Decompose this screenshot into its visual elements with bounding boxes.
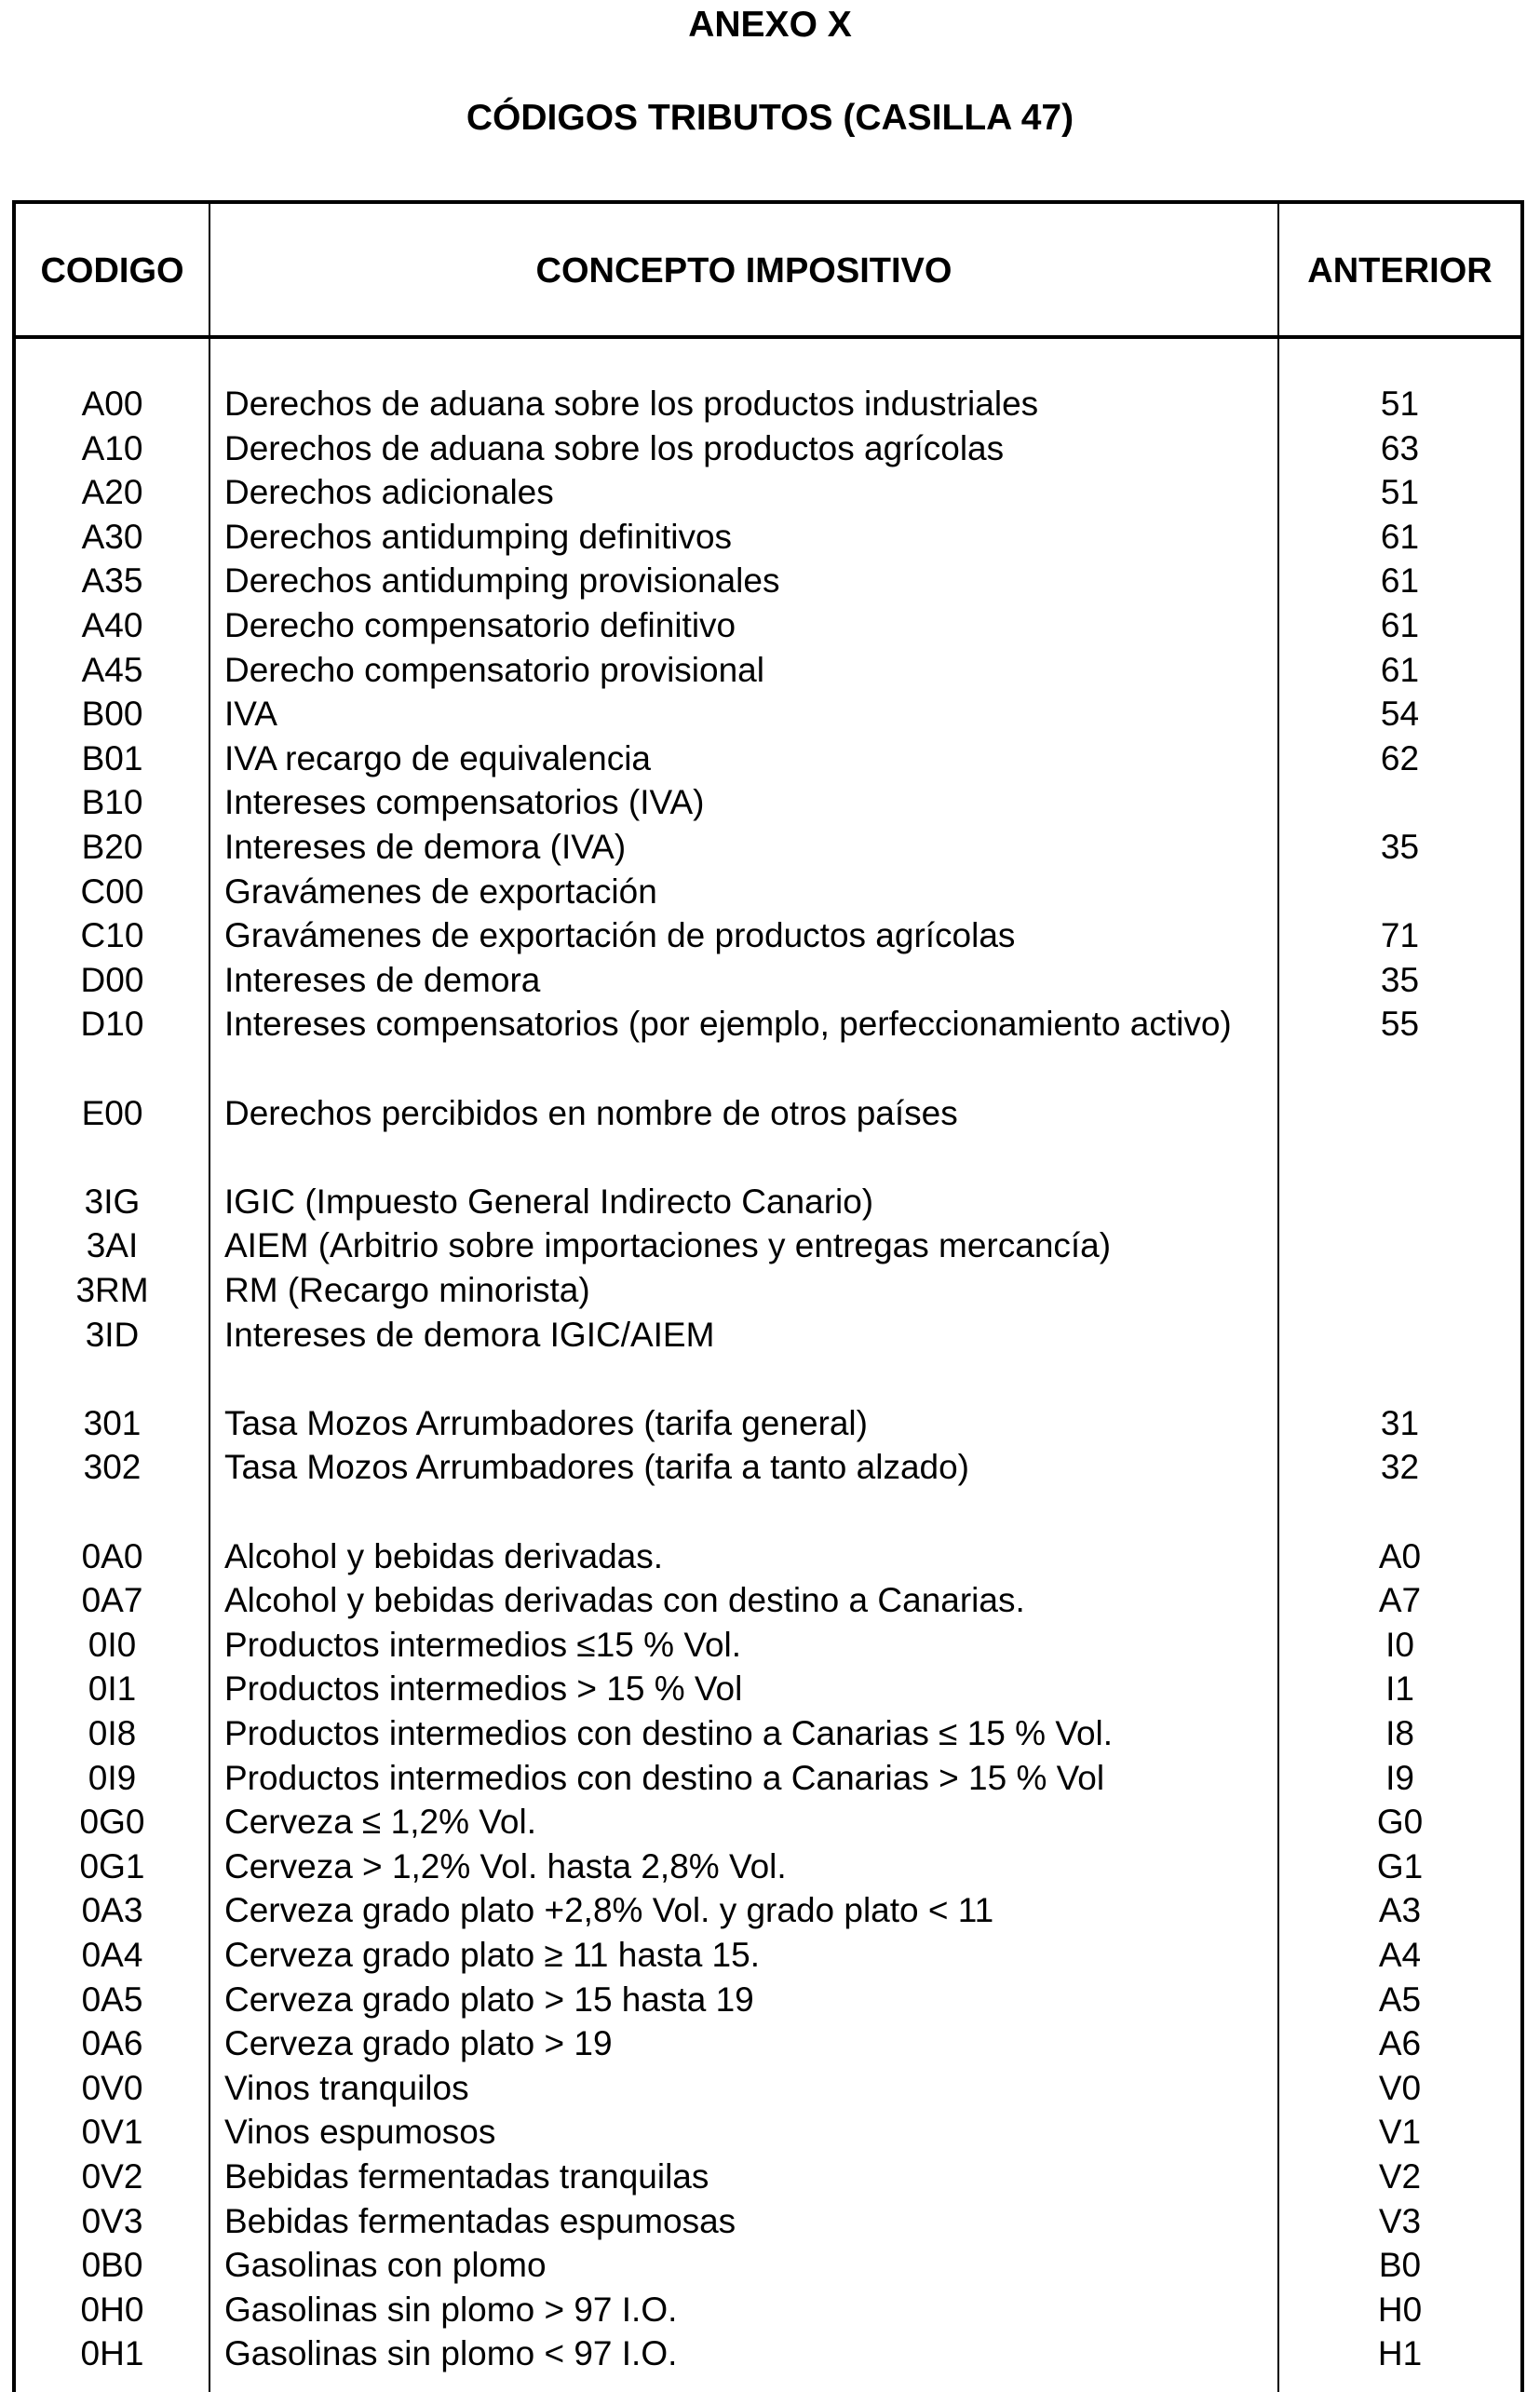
row-code: 0I0 (88, 1625, 137, 1664)
row-previous: 61 (1380, 561, 1420, 601)
row-concept: Bebidas fermentadas tranquilas (224, 2157, 709, 2196)
row-concept: Alcohol y bebidas derivadas con destino a Canarias. (224, 1581, 1025, 1620)
row-concept: Intereses compensatorios (por ejemplo, perfeccionamiento activo) (224, 1005, 1232, 1044)
row-concept: Cerveza grado plato > 19 (224, 2024, 613, 2063)
row-code: C00 (80, 872, 144, 911)
row-concept: Intereses compensatorios (IVA) (224, 783, 705, 822)
row-previous: A5 (1378, 1980, 1422, 2019)
row-concept: Derechos adicionales (224, 473, 554, 512)
row-concept: Cerveza grado plato > 15 hasta 19 (224, 1980, 754, 2019)
row-previous: 32 (1380, 1448, 1420, 1487)
row-previous: V1 (1378, 2113, 1422, 2152)
row-code: C10 (80, 916, 144, 955)
row-code: 0I8 (88, 1714, 137, 1752)
row-concept: Productos intermedios > 15 % Vol (224, 1669, 743, 1709)
header-concept: CONCEPTO IMPOSITIVO (535, 251, 952, 291)
row-code: E00 (81, 1093, 143, 1132)
row-concept: Derechos antidumping provisionales (224, 561, 780, 601)
row-previous: 35 (1380, 828, 1420, 866)
row-previous: G1 (1376, 1846, 1424, 1885)
row-previous: A4 (1378, 1936, 1422, 1974)
row-concept: IVA recargo de equivalencia (224, 738, 652, 777)
row-previous: H0 (1377, 2290, 1423, 2329)
row-previous: 55 (1380, 1005, 1420, 1044)
row-concept: Gravámenes de exportación (224, 872, 657, 911)
row-concept: Intereses de demora IGIC/AIEM (224, 1315, 715, 1354)
row-code: A35 (81, 561, 143, 601)
row-code: B10 (81, 783, 143, 822)
row-previous: 35 (1380, 960, 1420, 999)
row-code: 3ID (85, 1315, 140, 1354)
row-code: 3IG (84, 1182, 141, 1221)
row-code: 0A3 (81, 1891, 143, 1930)
row-concept: Cerveza > 1,2% Vol. hasta 2,8% Vol. (224, 1846, 787, 1885)
row-concept: Intereses de demora (224, 960, 541, 999)
row-previous: B0 (1378, 2246, 1422, 2285)
row-code: 0V0 (81, 2068, 143, 2107)
row-code: 0B0 (81, 2246, 143, 2285)
row-previous: A7 (1378, 1581, 1422, 1620)
row-previous: 63 (1380, 428, 1420, 467)
row-code: 0A0 (81, 1536, 143, 1575)
row-code: A30 (81, 517, 143, 556)
row-previous: 54 (1380, 695, 1420, 734)
row-code: D00 (80, 960, 144, 999)
row-previous: 51 (1380, 385, 1420, 423)
row-concept: Intereses de demora (IVA) (224, 828, 627, 866)
row-concept: Productos intermedios ≤15 % Vol. (224, 1625, 742, 1664)
row-previous: A6 (1378, 2024, 1422, 2063)
row-concept: Bebidas fermentadas espumosas (224, 2201, 736, 2240)
row-previous: V2 (1378, 2157, 1422, 2196)
row-code: 0H1 (80, 2334, 144, 2373)
row-code: 302 (83, 1448, 142, 1487)
row-concept: Gasolinas con plomo (224, 2246, 547, 2285)
row-code: 0V2 (81, 2157, 143, 2196)
row-concept: IVA (224, 695, 277, 734)
row-concept: Cerveza grado plato ≥ 11 hasta 15. (224, 1936, 760, 1974)
row-previous: I8 (1385, 1714, 1414, 1752)
row-concept: Gravámenes de exportación de productos agrícolas (224, 916, 1016, 955)
row-previous: V0 (1378, 2068, 1422, 2107)
row-previous: 31 (1380, 1403, 1420, 1442)
row-previous: I1 (1385, 1669, 1414, 1709)
row-concept: Productos intermedios con destino a Canarias > 15 % Vol (224, 1758, 1105, 1797)
row-previous: 61 (1380, 606, 1420, 644)
row-concept: Productos intermedios con destino a Canarias ≤ 15 % Vol. (224, 1714, 1114, 1752)
row-previous: G0 (1376, 1803, 1424, 1842)
row-code: 0A6 (81, 2024, 143, 2063)
row-concept: Derecho compensatorio provisional (224, 650, 764, 689)
row-concept: IGIC (Impuesto General Indirecto Canario) (224, 1182, 874, 1221)
row-concept: Gasolinas sin plomo > 97 I.O. (224, 2290, 678, 2329)
row-concept: Derecho compensatorio definitivo (224, 606, 736, 644)
row-code: 0G0 (79, 1803, 145, 1842)
row-previous: 71 (1380, 916, 1420, 955)
row-code: 0I1 (88, 1669, 137, 1709)
row-concept: Vinos tranquilos (224, 2068, 469, 2107)
row-code: A40 (81, 606, 143, 644)
row-code: A45 (81, 650, 143, 689)
row-previous: V3 (1378, 2201, 1422, 2240)
row-code: 3RM (75, 1271, 149, 1309)
row-code: 0A7 (81, 1581, 143, 1620)
row-previous: 61 (1380, 517, 1420, 556)
row-code: 0I9 (88, 1758, 137, 1797)
row-concept: Vinos espumosos (224, 2113, 496, 2152)
row-concept: Derechos de aduana sobre los productos industriales (224, 385, 1039, 423)
row-concept: Derechos de aduana sobre los productos agrícolas (224, 428, 1005, 467)
row-previous: 61 (1380, 650, 1420, 689)
row-previous: A3 (1378, 1891, 1422, 1930)
row-code: B00 (81, 695, 143, 734)
row-code: 0G1 (79, 1846, 145, 1885)
row-concept: Tasa Mozos Arrumbadores (tarifa general) (224, 1403, 868, 1442)
row-concept: Derechos percibidos en nombre de otros países (224, 1093, 958, 1132)
row-previous: 62 (1380, 738, 1420, 777)
row-code: A10 (81, 428, 143, 467)
page-subtitle: CÓDIGOS TRIBUTOS (CASILLA 47) (466, 98, 1074, 138)
row-previous: 51 (1380, 473, 1420, 512)
row-code: 0H0 (80, 2290, 144, 2329)
row-concept: RM (Recargo minorista) (224, 1271, 590, 1309)
row-code: 0A4 (81, 1936, 143, 1974)
row-concept: Derechos antidumping definitivos (224, 517, 733, 556)
row-concept: AIEM (Arbitrio sobre importaciones y entregas mercancía) (224, 1226, 1112, 1265)
row-code: 0A5 (81, 1980, 143, 2019)
row-code: B20 (81, 828, 143, 866)
row-previous: I0 (1385, 1625, 1414, 1664)
header-previous: ANTERIOR (1307, 251, 1493, 291)
row-code: A00 (81, 385, 143, 423)
row-previous: A0 (1378, 1536, 1422, 1575)
row-concept: Alcohol y bebidas derivadas. (224, 1536, 664, 1575)
row-previous: H1 (1377, 2334, 1423, 2373)
row-code: 0V1 (81, 2113, 143, 2152)
row-concept: Gasolinas sin plomo < 97 I.O. (224, 2334, 678, 2373)
row-code: B01 (81, 738, 143, 777)
row-concept: Cerveza grado plato +2,8% Vol. y grado plato < 11 (224, 1891, 994, 1930)
row-code: A20 (81, 473, 143, 512)
row-code: 3AI (86, 1226, 139, 1265)
page-title: ANEXO X (688, 5, 852, 45)
row-code: 301 (83, 1403, 142, 1442)
row-concept: Cerveza ≤ 1,2% Vol. (224, 1803, 536, 1842)
row-code: 0V3 (81, 2201, 143, 2240)
row-code: D10 (80, 1005, 144, 1044)
row-previous: I9 (1385, 1758, 1414, 1797)
row-concept: Tasa Mozos Arrumbadores (tarifa a tanto alzado) (224, 1448, 969, 1487)
header-code: CODIGO (40, 251, 184, 291)
